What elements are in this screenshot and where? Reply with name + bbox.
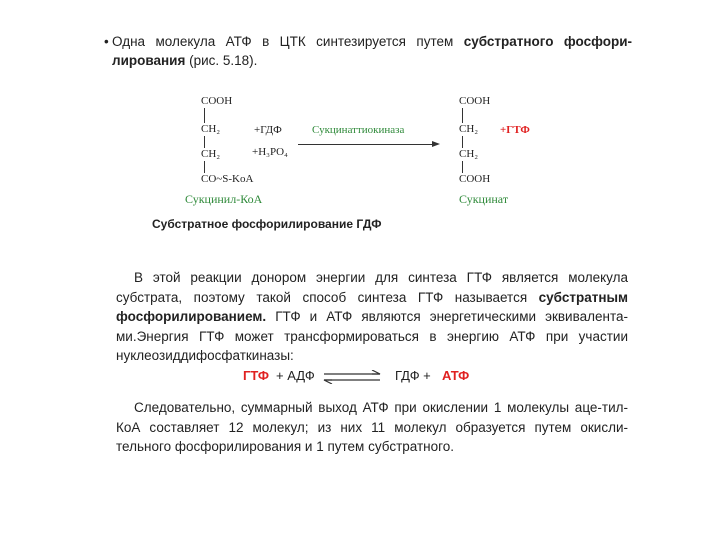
reagent-gdp: +ГДФ	[254, 124, 282, 136]
right-ch2-b: CH₂	[459, 148, 479, 160]
right-molecule-name: Сукцинат	[459, 192, 509, 206]
figure-caption: Субстратное фосфорилирование ГДФ	[152, 217, 382, 231]
intro-text: Одна молекула АТФ в ЦТК синтезируется путем	[112, 34, 454, 49]
eq-gtp: ГТФ	[243, 368, 269, 383]
right-ch2-a: CH₂	[459, 123, 479, 135]
reaction-arrow-head-icon	[432, 141, 440, 147]
left-ch2-a: CH₂	[201, 123, 221, 135]
reaction-arrow-shaft	[298, 144, 434, 145]
paragraph-1	[116, 268, 628, 366]
paragraph-1-text-b: ГТФ и АТФ являются энергетическими эквивалента-ми.Энергия ГТФ может трансформироваться в энергию АТФ при участии нуклеозиддифосфаткиназы:	[116, 309, 628, 363]
paragraph-2	[116, 398, 628, 457]
left-bond-2	[204, 136, 205, 148]
paragraph-2-text: Следовательно, суммарный выход АТФ при окислении 1 молекулы аце-тил-КоА составляет 12 молекул; из них 11 молекул образуется путем окисли-тельного фосфорилирования и 1 путем субстратного.	[116, 400, 628, 454]
intro-bold-1: субстратного фосфори-	[463, 34, 633, 49]
eq-gdp-plus: ГДФ +	[395, 368, 431, 383]
right-cooh-top: COOH	[459, 95, 491, 107]
left-bond-1	[204, 108, 205, 123]
right-bond-2	[462, 136, 463, 148]
right-cooh-bottom: COOH	[459, 173, 491, 185]
intro-bold-2: лирования	[112, 53, 186, 68]
left-molecule-name: Сукцинил-КоА	[185, 192, 263, 206]
right-bond-3	[462, 161, 463, 173]
left-bond-3	[204, 161, 205, 173]
reagent-phosphate: +H₃PO₄	[252, 146, 288, 158]
intro-paragraph	[104, 32, 633, 70]
paragraph-1-bold: субстратным фосфорилированием.	[116, 289, 628, 324]
left-cooh: COOH	[201, 95, 233, 107]
enzyme-label: Сукцинаттиокиназа	[312, 124, 405, 136]
eq-plus-adp: + АДФ	[276, 368, 315, 383]
eq-atp: АТФ	[442, 368, 470, 383]
bullet-marker: •	[104, 34, 109, 49]
right-bond-1	[462, 108, 463, 123]
left-ch2-b: CH₂	[201, 148, 221, 160]
product-gtp: +ГТФ	[500, 124, 530, 136]
intro-ref: (рис. 5.18).	[189, 53, 258, 68]
equilibrium-arrow-icon	[320, 370, 384, 384]
paragraph-1-text-a: В этой реакции донором энергии для синтеза ГТФ является молекула субстрата, поэтому такой способ синтеза ГТФ называется	[116, 270, 628, 305]
left-co-scoa: CO~S-KoA	[201, 173, 254, 185]
